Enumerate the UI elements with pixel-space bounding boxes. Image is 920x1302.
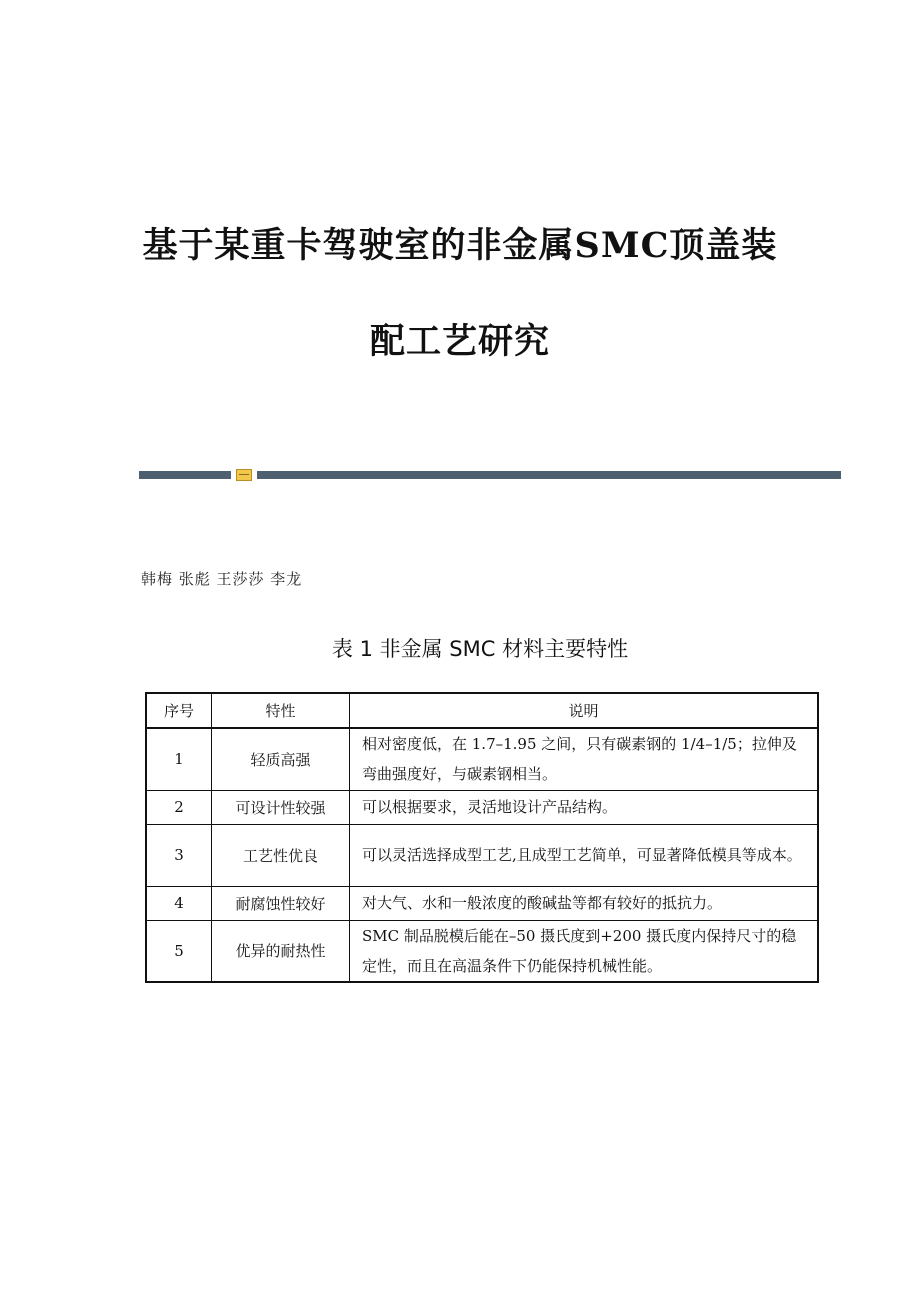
cell-description: 可以灵活选择成型工艺,且成型工艺简单，可显著降低模具等成本。 [350, 824, 819, 886]
title-divider-left [139, 471, 231, 479]
table-row [146, 728, 818, 790]
cell-description: 相对密度低，在 1.7–1.95 之间，只有碳素钢的 1/4–1/5；拉伸及弯曲强度好，与碳素钢相当。 [350, 728, 819, 790]
cell-no: 4 [146, 886, 212, 920]
divider-emblem-icon [236, 469, 252, 481]
paper-title-line-1: 基于某重卡驾驶室的非金属SMC顶盖装 [142, 225, 778, 266]
cell-property: 工艺性优良 [212, 824, 350, 886]
header-description: 说明 [350, 693, 819, 728]
table-header-row [146, 693, 818, 728]
table-row [146, 886, 818, 920]
cell-no: 3 [146, 824, 212, 886]
header-no: 序号 [146, 693, 212, 728]
cell-no: 1 [146, 728, 212, 790]
cell-property: 轻质高强 [212, 728, 350, 790]
header-property: 特性 [212, 693, 350, 728]
table-caption: 表 1 非金属 SMC 材料主要特性 [331, 637, 629, 661]
table-row [146, 920, 818, 982]
cell-property: 耐腐蚀性较好 [212, 886, 350, 920]
cell-no: 5 [146, 920, 212, 982]
smc-properties-table [145, 692, 819, 983]
table-row [146, 824, 818, 886]
cell-no: 2 [146, 790, 212, 824]
cell-description: SMC 制品脱模后能在–50 摄氏度到+200 摄氏度内保持尺寸的稳定性，而且在高温条件下仍能保持机械性能。 [350, 920, 819, 982]
paper-title-line-2: 配工艺研究 [369, 321, 550, 362]
cell-property: 优异的耐热性 [212, 920, 350, 982]
title-divider-right [257, 471, 841, 479]
cell-property: 可设计性较强 [212, 790, 350, 824]
author-list: 韩梅 张彪 王莎莎 李龙 [141, 570, 303, 588]
cell-description: 可以根据要求，灵活地设计产品结构。 [350, 790, 819, 824]
table-row [146, 790, 818, 824]
cell-description: 对大气、水和一般浓度的酸碱盐等都有较好的抵抗力。 [350, 886, 819, 920]
